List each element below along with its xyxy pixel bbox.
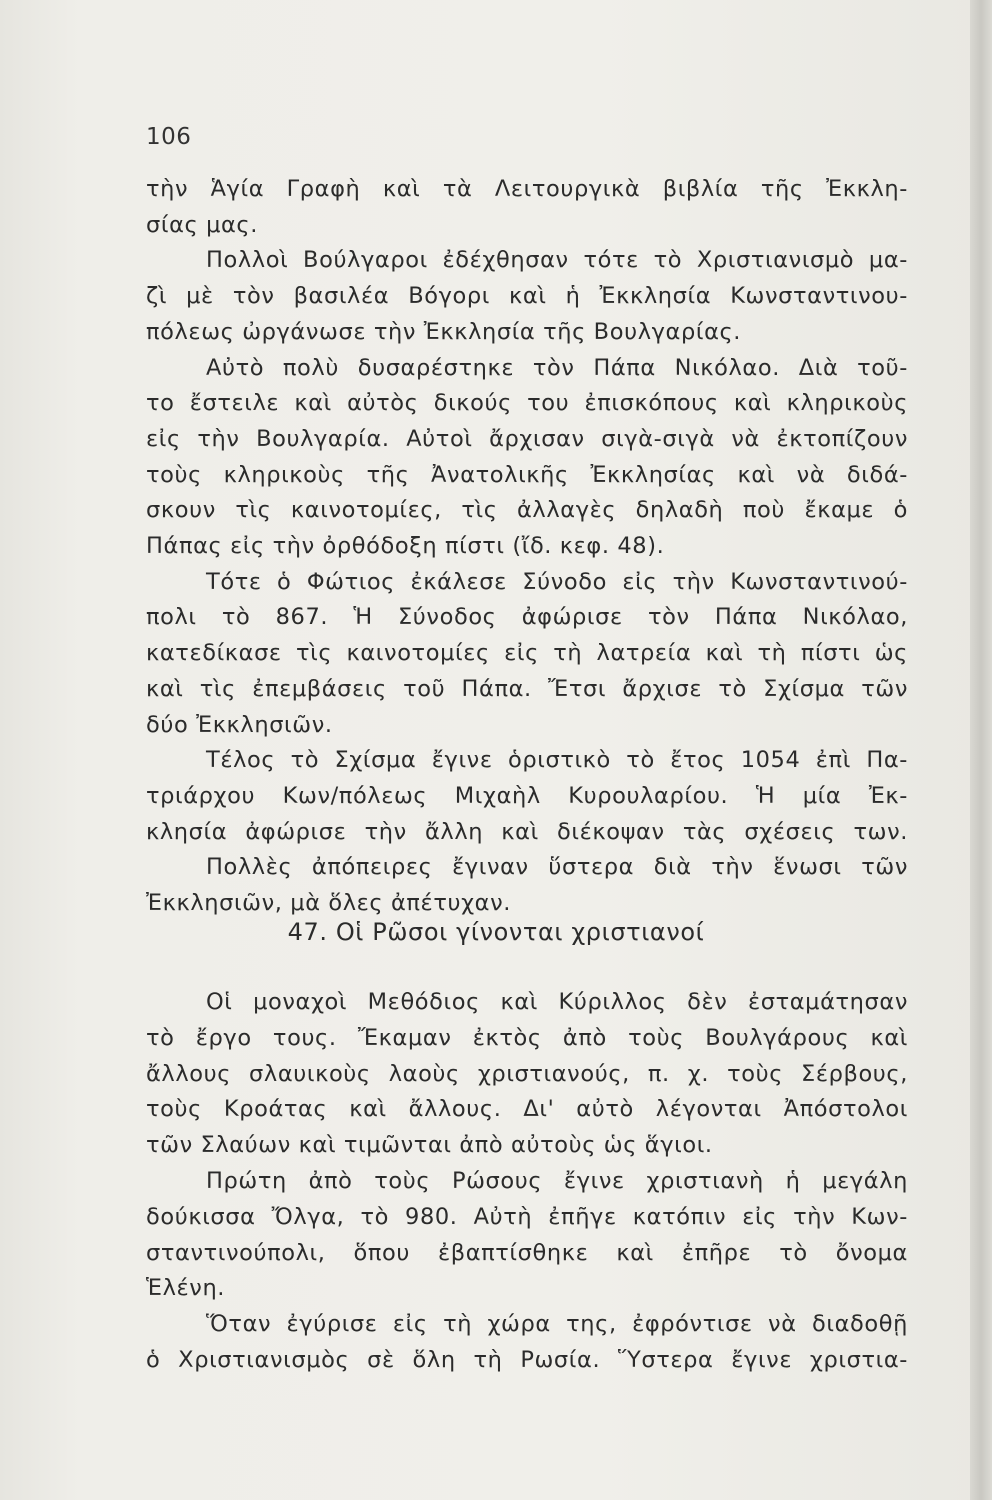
text-line: Αὐτὸ πολὺ δυσαρέστηκε τὸν Πάπα Νικόλαο. Διὰ τοῦ-: [206, 354, 908, 381]
text-line: σκουν τὶς καινοτομίες, τὶς ἀλλαγὲς δηλαδὴ ποὺ ἔκαμε ὁ: [146, 497, 908, 524]
text-line: κατεδίκασε τὶς καινοτομίες εἰς τὴ λατρεία καὶ τὴ πίστι ὡς: [146, 640, 908, 667]
text-line: καὶ τὶς ἐπεμβάσεις τοῦ Πάπα. Ἔτσι ἄρχισε τὸ Σχίσμα τῶν: [146, 675, 908, 702]
text-block-1: [146, 172, 908, 922]
text-line: τοὺς κληρικοὺς τῆς Ἀνατολικῆς Ἐκκλησίας καὶ νὰ διδά-: [146, 461, 908, 488]
text-line: Ὅταν ἐγύρισε εἰς τὴ χώρα της, ἐφρόντισε νὰ διαδοθῇ: [206, 1311, 908, 1338]
text-line: Πολλὲς ἀπόπειρες ἔγιναν ὕστερα διὰ τὴν ἕνωσι τῶν: [206, 854, 908, 881]
text-line: Πολλοὶ Βούλγαροι ἐδέχθησαν τότε τὸ Χριστιανισμὸ μα-: [206, 247, 908, 274]
text-line: ζὶ μὲ τὸν βασιλέα Βόγορι καὶ ἡ Ἐκκλησία Κωνσταντινου-: [146, 283, 908, 310]
text-line: τὸ ἔργο τους. Ἔκαμαν ἐκτὸς ἀπὸ τοὺς Βουλγάρους καὶ: [146, 1024, 908, 1051]
text-line: Ἐκκλησιῶν, μὰ ὅλες ἀπέτυχαν.: [146, 890, 512, 917]
text-line: τριάρχου Κων/πόλεως Μιχαὴλ Κυρουλαρίου. Ἡ μία Ἐκ-: [146, 782, 908, 809]
text-line: πολι τὸ 867. Ἡ Σύνοδος ἀφώρισε τὸν Πάπα Νικόλαο,: [146, 604, 908, 631]
text-line: εἰς τὴν Βουλγαρία. Αὐτοὶ ἄρχισαν σιγὰ-σιγὰ νὰ ἐκτοπίζουν: [146, 425, 908, 452]
text-line: Πρώτη ἀπὸ τοὺς Ρώσους ἔγινε χριστιανὴ ἡ μεγάλη: [206, 1167, 908, 1194]
text-line: κλησία ἀφώρισε τὴν ἄλλη καὶ διέκοψαν τὰς σχέσεις των.: [146, 818, 908, 845]
text-line: το ἔστειλε καὶ αὐτὸς δικούς του ἐπισκόπους καὶ κληρικοὺς: [146, 390, 908, 417]
text-line: Τέλος τὸ Σχίσμα ἔγινε ὁριστικὸ τὸ ἔτος 1054 ἐπὶ Πα-: [206, 747, 908, 774]
text-line: ὁ Χριστιανισμὸς σὲ ὅλη τὴ Ρωσία. Ὕστερα ἔγινε χριστια-: [146, 1346, 908, 1373]
text-line: Τότε ὁ Φώτιος ἐκάλεσε Σύνοδο εἰς τὴν Κωνσταντινού-: [206, 568, 908, 595]
text-line: τῶν Σλαύων καὶ τιμῶνται ἀπὸ αὐτοὺς ὡς ἅγιοι.: [146, 1132, 713, 1159]
page-number: 106: [146, 124, 192, 150]
text-block-2: [146, 985, 908, 1379]
text-line: ἄλλους σλαυικοὺς λαοὺς χριστιανούς, π. χ. τοὺς Σέρβους,: [146, 1060, 908, 1087]
text-line: δούκισσα Ὄλγα, τὸ 980. Αὐτὴ ἐπῆγε κατόπιν εἰς τὴν Κων-: [146, 1203, 908, 1230]
text-line: πόλεως ὠργάνωσε τὴν Ἐκκλησία τῆς Βουλγαρίας.: [146, 318, 742, 345]
text-line: σταντινούπολι, ὅπου ἐβαπτίσθηκε καὶ ἐπῆρε τὸ ὄνομα: [146, 1239, 908, 1266]
text-line: Πάπας εἰς τὴν ὀρθόδοξη πίστι (ἴδ. κεφ. 48).: [146, 533, 665, 560]
text-line: σίας μας.: [146, 211, 258, 238]
page-edge-shadow: [970, 0, 992, 1500]
text-line: Οἱ μοναχοὶ Μεθόδιος καὶ Κύριλλος δὲν ἐσταμάτησαν: [206, 989, 908, 1015]
text-line: τοὺς Κροάτας καὶ ἄλλους. Δι' αὐτὸ λέγονται Ἀπόστολοι: [146, 1096, 908, 1123]
section-heading: 47. Οἱ Ρῶσοι γίνονται χριστιανοί: [287, 918, 705, 946]
text-line: Ἑλένη.: [146, 1275, 226, 1302]
text-line: τὴν Ἁγία Γραφὴ καὶ τὰ Λειτουργικὰ βιβλία τῆς Ἐκκλη-: [146, 176, 908, 202]
text-line: δύο Ἐκκλησιῶν.: [146, 711, 333, 738]
